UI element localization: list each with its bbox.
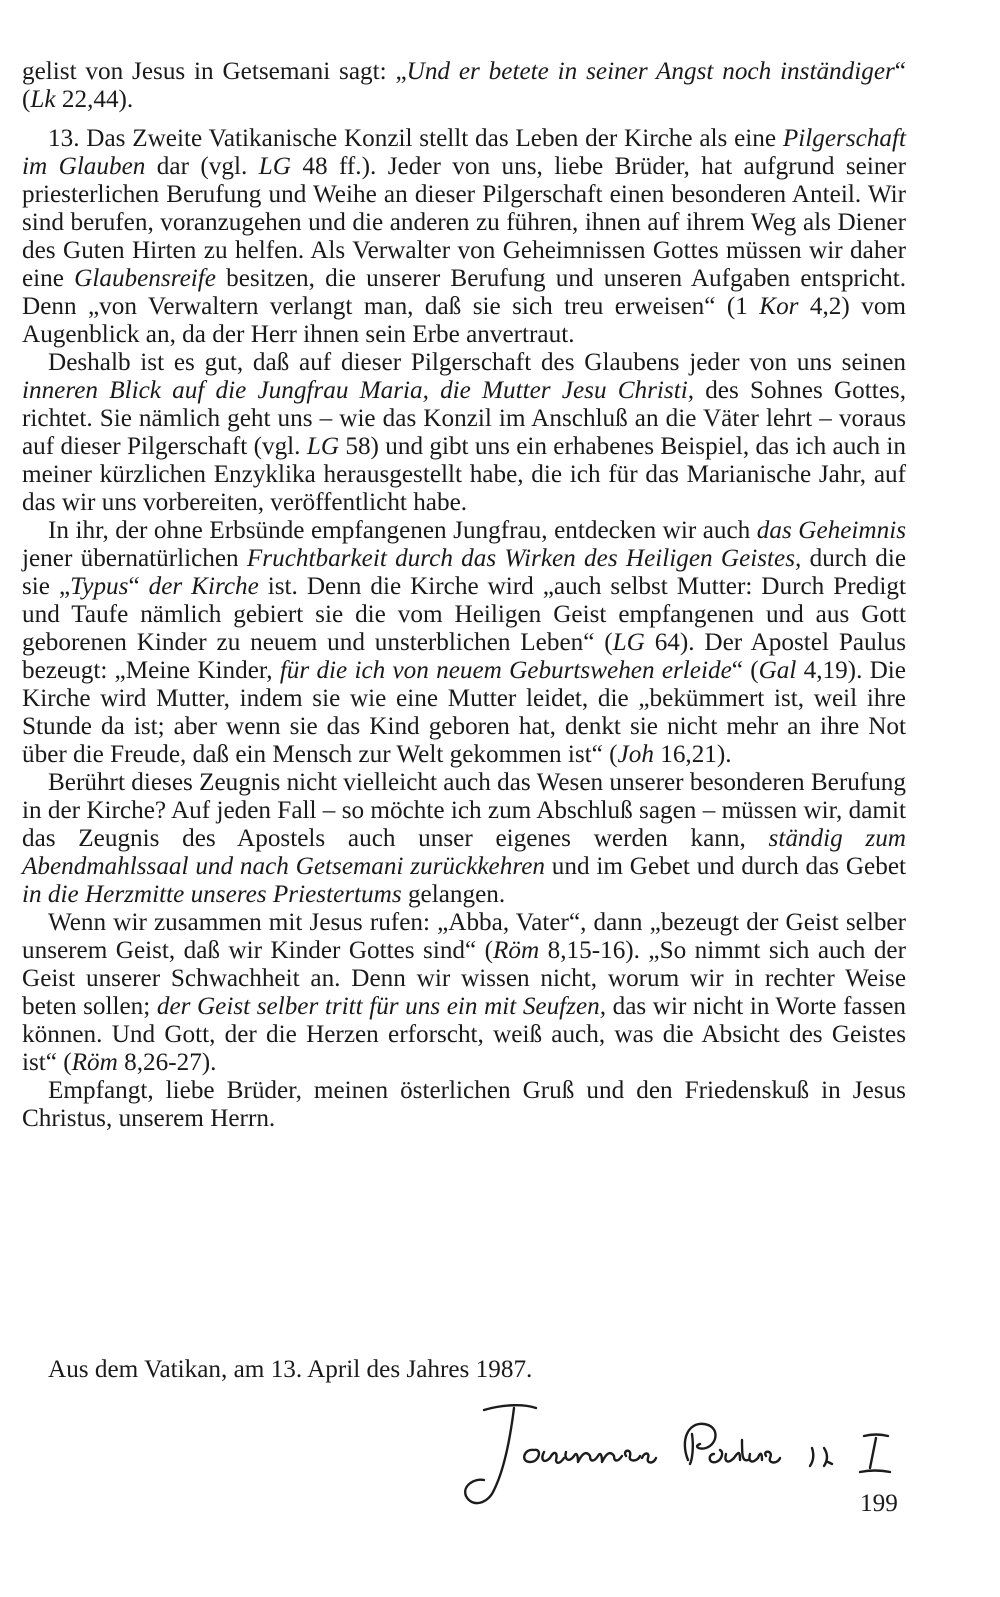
text-run: 13. Das Zweite Vatikanische Konzil stellt das Leben der Kirche als eine <box>48 125 783 152</box>
text-run: Empfangt, liebe Brüder, meinen österlichen Gruß und den Friedenskuß in Jesus Christus, unserem Herrn. <box>22 1077 906 1132</box>
text-run: 64). Der Apostel Paulus bezeugt: „Meine Kinder, <box>22 629 906 684</box>
italic-text: Röm <box>493 937 540 964</box>
closing-line: Aus dem Vatikan, am 13. April des Jahres 1987. <box>48 1356 533 1383</box>
italic-text: in die Herzmitte unseres Priestertums <box>22 881 402 908</box>
italic-text: Typus <box>70 573 129 600</box>
text-run: dar (vgl. <box>145 153 259 180</box>
paragraph <box>22 125 906 349</box>
text-run: 4,2) vom Augenblick an, da der Herr ihnen sein Erbe anvertraut. <box>22 293 907 348</box>
italic-text: der Kirche <box>148 573 259 600</box>
text-run: und im Gebet und durch das Gebet <box>544 853 907 880</box>
italic-text: Fruchtbarkeit durch das Wirken des Heiligen Geistes, <box>246 545 802 572</box>
paragraph <box>22 58 906 114</box>
paragraph <box>22 349 906 517</box>
text-run: 58) und gibt uns ein erhabenes Beispiel, das ich auch in meiner kürzlichen Enzyklika herausgestellt habe, die ich für das Marianische Jahr, auf das wir uns vorbereiten, veröffentlicht habe. <box>22 433 906 516</box>
text-run: 8,15-16). „So nimmt sich auch der Geist unserer Schwachheit an. Denn wir wissen nicht, worum wir in rechter Weise beten sollen; <box>22 937 906 1020</box>
italic-text: für die ich von neuem Geburtswehen erleide <box>279 657 732 684</box>
text-run: 4,19). Die Kirche wird Mutter, indem sie wie eine Mutter leidet, die „bekümmert ist, weil ihre Stunde da ist; aber wenn sie das Kind geboren hat, denkt sie nicht mehr an ihre Not über die Freude, daß ein Mensch zur Welt gekommen ist“ ( <box>22 657 906 768</box>
text-run: besitzen, die unserer Berufung und unseren Aufgaben entspricht. Denn „von Verwaltern verlangt man, daß sie sich treu erweisen“ (1 <box>22 265 907 320</box>
italic-text: Und er betete in seiner Angst noch inständiger <box>406 58 895 85</box>
italic-text: Pilgerschaft im Glauben <box>22 125 906 180</box>
italic-text: Röm <box>71 1049 118 1076</box>
text-run: 16,21). <box>653 741 732 768</box>
italic-text: Glaubensreife <box>74 265 216 292</box>
italic-text: ständig zum Abendmahlssaal und nach Getsemani zurückkehren <box>22 825 906 880</box>
italic-text: LG <box>612 629 645 656</box>
text-run: durch die sie „ <box>22 545 906 600</box>
italic-text: Kor <box>759 293 799 320</box>
text-run: “ ( <box>731 657 759 684</box>
paragraph <box>22 769 906 909</box>
italic-text: Joh <box>617 741 654 768</box>
text-run: “ <box>128 573 149 600</box>
italic-text: LG <box>258 153 291 180</box>
paragraph <box>22 1077 906 1133</box>
text-run: des Sohnes Gottes, richtet. Sie nämlich geht uns – wie das Konzil im Anschluß an die Väter lehrt – voraus auf dieser Pilgerschaft (vgl. <box>22 377 906 460</box>
page-number: 199 <box>860 1490 898 1517</box>
text-run: “ ( <box>22 58 906 113</box>
text-run: In ihr, der ohne Erbsünde empfangenen Jungfrau, entdecken wir auch <box>48 517 757 544</box>
paragraph <box>22 517 906 769</box>
italic-text: inneren Blick auf die Jungfrau Maria, die Mutter Jesu Christi, <box>22 377 695 404</box>
text-run: jener übernatürlichen <box>22 545 247 572</box>
paragraph <box>22 909 906 1077</box>
italic-text: Gal <box>758 657 797 684</box>
italic-text: LG <box>306 433 340 460</box>
italic-text: der Geist selber tritt für uns ein mit Seufzen, <box>156 993 607 1020</box>
text-run: Berührt dieses Zeugnis nicht vielleicht auch das Wesen unserer besonderen Berufung in der Kirche? Auf jeden Fall – so möchte ich zum Abschluß sagen – müssen wir, damit das Zeugnis des Apostels auch unser eigenes werden kann, <box>22 769 906 852</box>
italic-text: Lk <box>30 86 56 113</box>
italic-text: das Geheimnis <box>756 517 906 544</box>
text-run: gelangen. <box>401 881 506 908</box>
text-run: ist. Denn die Kirche wird „auch selbst Mutter: Durch Predigt und Taufe nämlich gebiert sie die vom Heiligen Geist empfangenen und aus Gott geborenen Kinder zu neuem und unsterblichen Leben“ ( <box>22 573 906 656</box>
text-run: das wir nicht in Worte fassen können. Und Gott, der die Herzen erforscht, weiß auch, was die Absicht des Geistes ist“ ( <box>22 993 906 1076</box>
text-run: Deshalb ist es gut, daß auf dieser Pilgerschaft des Glaubens jeder von uns seinen <box>48 349 906 376</box>
page-body <box>22 58 906 1133</box>
text-run: Wenn wir zusammen mit Jesus rufen: „Abba, Vater“, dann „bezeugt der Geist selber unserem Geist, daß wir Kinder Gottes sind“ ( <box>22 909 906 964</box>
text-run: gelist von Jesus in Getsemani sagt: „ <box>22 58 407 85</box>
text-run: 22,44). <box>55 86 134 113</box>
text-run: 8,26-27). <box>117 1049 217 1076</box>
text-run: 48 ff.). Jeder von uns, liebe Brüder, hat aufgrund seiner priesterlichen Berufung und Weihe an dieser Pilgerschaft einen besonderen Anteil. Wir sind berufen, voranzugehen und die anderen zu führen, ihnen auf ihrem Weg als Diener des Guten Hirten zu helfen. Als Verwalter von Geheimnissen Gottes müssen wir daher eine <box>22 153 906 292</box>
